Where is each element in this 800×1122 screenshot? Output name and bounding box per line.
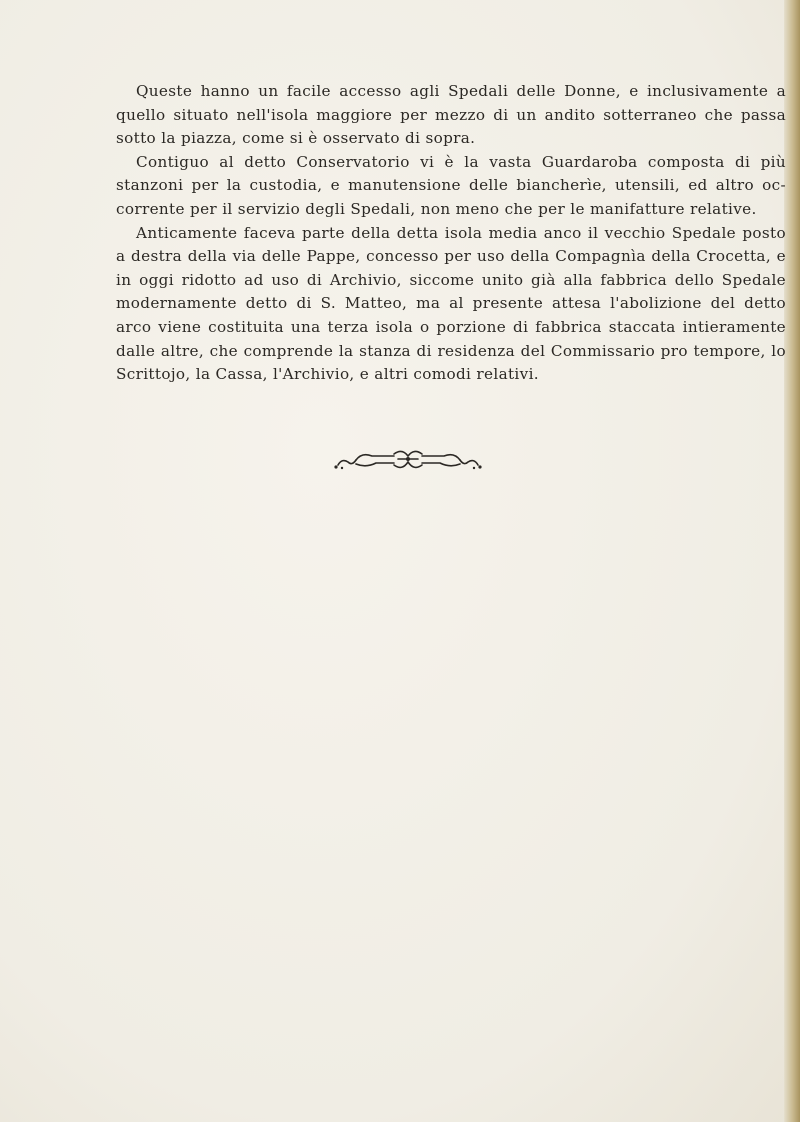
decorative-ornament-icon [332,446,484,472]
text-line: in oggi ridotto ad uso di Archivio, siccome unito già alla fabbrica dello Spedale [116,270,786,289]
paragraph-3 [116,222,786,387]
text-line: a destra della via delle Pappe, concesso per uso della Compagnìa della Crocetta, e [116,247,786,266]
text-line: Scrittojo, la Cassa, l'Archivio, e altri comodi relativi. [116,365,539,384]
text-line: modernamente detto di S. Matteo, ma al presente attesa l'abolizione del detto [116,294,786,313]
text-line: sotto la piazza, come si è osservato di sopra. [116,129,476,148]
text-line: stanzoni per la custodia, e manutensione delle biancherìe, utensili, ed altro oc- [116,176,786,195]
text-line: arco viene costituita una terza isola o porzione di fabbrica staccata intieramente [116,317,786,336]
text-line: Anticamente faceva parte della detta isola media anco il vecchio Spedale posto [136,223,786,242]
book-spine-edge [784,0,800,1122]
body-text [116,80,786,387]
paragraph-2 [116,151,786,222]
text-line: dalle altre, che comprende la stanza di residenza del Commissario pro tempore, lo [116,341,786,360]
paragraph-1 [116,80,786,151]
text-line: Queste hanno un facile accesso agli Spedali delle Donne, e inclusivamente a [136,82,786,100]
text-line: Contiguo al detto Conservatorio vi è la vasta Guardaroba composta di più [136,152,786,171]
text-line: quello situato nell'isola maggiore per mezzo di un andito sotterraneo che passa [116,105,786,124]
text-line: corrente per il servizio degli Spedali, non meno che per le manifatture relative. [116,199,757,218]
